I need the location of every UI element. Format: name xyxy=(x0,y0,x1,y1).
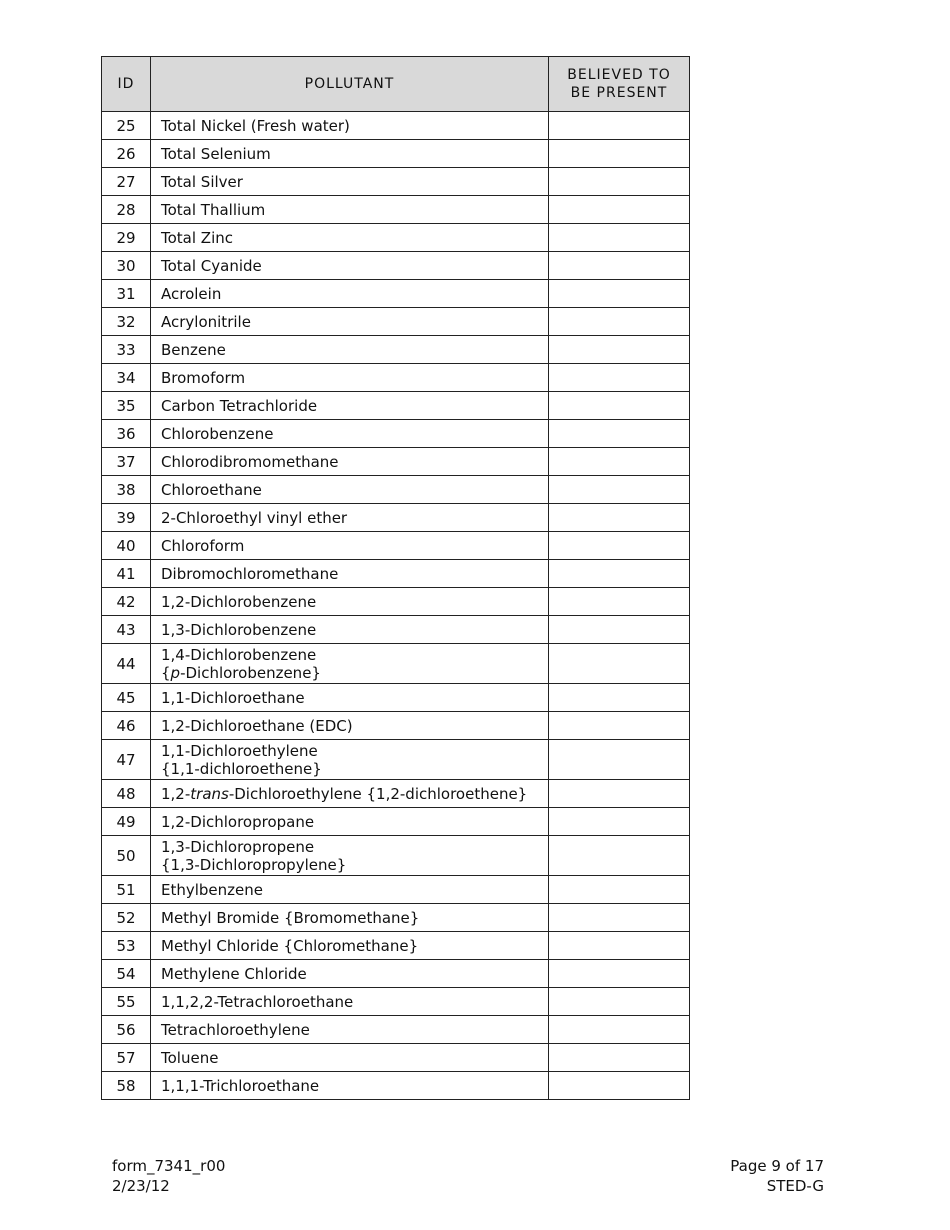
row-pollutant: Total Silver xyxy=(151,168,549,196)
row-believed-present-cell[interactable] xyxy=(549,336,690,364)
table-row xyxy=(102,932,690,960)
row-id: 41 xyxy=(102,560,151,588)
row-pollutant: Methyl Bromide {Bromomethane} xyxy=(151,904,549,932)
row-pollutant: 1,2-Dichlorobenzene xyxy=(151,588,549,616)
row-believed-present-cell[interactable] xyxy=(549,780,690,808)
row-id: 36 xyxy=(102,420,151,448)
row-id: 25 xyxy=(102,112,151,140)
row-believed-present-cell[interactable] xyxy=(549,904,690,932)
row-id: 30 xyxy=(102,252,151,280)
table-row xyxy=(102,140,690,168)
pollutant-table xyxy=(101,56,690,1100)
table-row xyxy=(102,308,690,336)
row-id: 32 xyxy=(102,308,151,336)
row-pollutant: Total Nickel (Fresh water) xyxy=(151,112,549,140)
row-pollutant: Chloroform xyxy=(151,532,549,560)
table-row xyxy=(102,224,690,252)
form-date: 2/23/12 xyxy=(112,1177,170,1195)
row-id: 49 xyxy=(102,808,151,836)
row-id: 34 xyxy=(102,364,151,392)
row-believed-present-cell[interactable] xyxy=(549,836,690,876)
row-believed-present-cell[interactable] xyxy=(549,308,690,336)
table-row xyxy=(102,1044,690,1072)
row-pollutant: Toluene xyxy=(151,1044,549,1072)
form-code: STED-G xyxy=(766,1177,824,1195)
row-pollutant: Total Cyanide xyxy=(151,252,549,280)
row-pollutant: Chloroethane xyxy=(151,476,549,504)
row-believed-present-cell[interactable] xyxy=(549,224,690,252)
row-id: 43 xyxy=(102,616,151,644)
row-pollutant: 1,2-Dichloroethane (EDC) xyxy=(151,712,549,740)
table-row xyxy=(102,960,690,988)
row-pollutant: Total Thallium xyxy=(151,196,549,224)
table-row xyxy=(102,420,690,448)
row-id: 48 xyxy=(102,780,151,808)
table-row xyxy=(102,1016,690,1044)
row-id: 27 xyxy=(102,168,151,196)
row-id: 52 xyxy=(102,904,151,932)
pollutant-italic: trans xyxy=(190,784,229,803)
pollutant-line-2-suffix: -Dichlorobenzene} xyxy=(180,663,321,682)
table-row xyxy=(102,1072,690,1100)
row-believed-present-cell[interactable] xyxy=(549,644,690,684)
header-id: ID xyxy=(102,57,151,112)
row-id: 37 xyxy=(102,448,151,476)
row-believed-present-cell[interactable] xyxy=(549,504,690,532)
row-believed-present-cell[interactable] xyxy=(549,252,690,280)
row-id: 54 xyxy=(102,960,151,988)
row-believed-present-cell[interactable] xyxy=(549,140,690,168)
row-believed-present-cell[interactable] xyxy=(549,196,690,224)
pollutant-line-1: 1,4-Dichlorobenzene xyxy=(161,645,317,664)
row-id: 29 xyxy=(102,224,151,252)
row-pollutant: Total Zinc xyxy=(151,224,549,252)
header-believed-present: BELIEVED TO BE PRESENT xyxy=(549,57,690,112)
row-id: 42 xyxy=(102,588,151,616)
table-row xyxy=(102,336,690,364)
row-pollutant: Benzene xyxy=(151,336,549,364)
row-id: 44 xyxy=(102,644,151,684)
table-row xyxy=(102,808,690,836)
pollutant-line-1: 1,1-Dichloroethylene xyxy=(161,741,318,760)
pollutant-suffix: -Dichloroethylene {1,2-dichloroethene} xyxy=(228,784,528,803)
table-row xyxy=(102,644,690,684)
row-id: 47 xyxy=(102,740,151,780)
pollutant-line-1: 1,3-Dichloropropene xyxy=(161,837,315,856)
row-pollutant xyxy=(151,780,549,808)
row-believed-present-cell[interactable] xyxy=(549,112,690,140)
header-pollutant: POLLUTANT xyxy=(151,57,549,112)
row-pollutant: Carbon Tetrachloride xyxy=(151,392,549,420)
table-row xyxy=(102,280,690,308)
row-id: 31 xyxy=(102,280,151,308)
row-id: 39 xyxy=(102,504,151,532)
row-believed-present-cell[interactable] xyxy=(549,420,690,448)
row-believed-present-cell[interactable] xyxy=(549,168,690,196)
row-believed-present-cell[interactable] xyxy=(549,364,690,392)
row-believed-present-cell[interactable] xyxy=(549,684,690,712)
row-pollutant: Total Selenium xyxy=(151,140,549,168)
row-id: 53 xyxy=(102,932,151,960)
row-id: 45 xyxy=(102,684,151,712)
table-row xyxy=(102,364,690,392)
row-believed-present-cell[interactable] xyxy=(549,588,690,616)
row-believed-present-cell[interactable] xyxy=(549,1072,690,1100)
row-believed-present-cell[interactable] xyxy=(549,1016,690,1044)
row-id: 26 xyxy=(102,140,151,168)
row-id: 35 xyxy=(102,392,151,420)
row-believed-present-cell[interactable] xyxy=(549,960,690,988)
row-believed-present-cell[interactable] xyxy=(549,560,690,588)
table-row xyxy=(102,560,690,588)
row-believed-present-cell[interactable] xyxy=(549,280,690,308)
row-pollutant: 2-Chloroethyl vinyl ether xyxy=(151,504,549,532)
row-id: 46 xyxy=(102,712,151,740)
row-id: 50 xyxy=(102,836,151,876)
row-believed-present-cell[interactable] xyxy=(549,712,690,740)
row-believed-present-cell[interactable] xyxy=(549,392,690,420)
table-row xyxy=(102,588,690,616)
table-row xyxy=(102,904,690,932)
row-pollutant: Tetrachloroethylene xyxy=(151,1016,549,1044)
row-believed-present-cell[interactable] xyxy=(549,932,690,960)
row-believed-present-cell[interactable] xyxy=(549,876,690,904)
row-pollutant xyxy=(151,740,549,780)
row-pollutant: 1,3-Dichlorobenzene xyxy=(151,616,549,644)
row-believed-present-cell[interactable] xyxy=(549,476,690,504)
pollutant-line-2: {1,1-dichloroethene} xyxy=(161,759,322,778)
table-row xyxy=(102,988,690,1016)
row-pollutant: Dibromochloromethane xyxy=(151,560,549,588)
form-id: form_7341_r00 xyxy=(112,1157,226,1175)
table-row xyxy=(102,712,690,740)
table-row xyxy=(102,532,690,560)
row-believed-present-cell[interactable] xyxy=(549,808,690,836)
row-id: 38 xyxy=(102,476,151,504)
row-pollutant xyxy=(151,644,549,684)
row-believed-present-cell[interactable] xyxy=(549,448,690,476)
row-pollutant xyxy=(151,836,549,876)
row-believed-present-cell[interactable] xyxy=(549,532,690,560)
row-id: 57 xyxy=(102,1044,151,1072)
row-id: 33 xyxy=(102,336,151,364)
row-id: 56 xyxy=(102,1016,151,1044)
row-pollutant: Methylene Chloride xyxy=(151,960,549,988)
row-pollutant: 1,1-Dichloroethane xyxy=(151,684,549,712)
row-id: 28 xyxy=(102,196,151,224)
pollutant-line-2-prefix: { xyxy=(161,663,171,682)
row-pollutant: 1,2-Dichloropropane xyxy=(151,808,549,836)
pollutant-line-2: {1,3-Dichloropropylene} xyxy=(161,855,347,874)
table-row xyxy=(102,448,690,476)
table-row xyxy=(102,780,690,808)
table-row xyxy=(102,740,690,780)
row-pollutant: Acrolein xyxy=(151,280,549,308)
table-row xyxy=(102,112,690,140)
table-row xyxy=(102,876,690,904)
page-number: Page 9 of 17 xyxy=(730,1157,824,1175)
table-row xyxy=(102,684,690,712)
table-row xyxy=(102,836,690,876)
row-believed-present-cell[interactable] xyxy=(549,1044,690,1072)
row-id: 55 xyxy=(102,988,151,1016)
table-row xyxy=(102,168,690,196)
table-row xyxy=(102,504,690,532)
row-believed-present-cell[interactable] xyxy=(549,740,690,780)
table-row xyxy=(102,616,690,644)
footer-left xyxy=(112,1156,225,1196)
row-pollutant: Ethylbenzene xyxy=(151,876,549,904)
row-pollutant: 1,1,2,2-Tetrachloroethane xyxy=(151,988,549,1016)
row-pollutant: Chlorobenzene xyxy=(151,420,549,448)
row-id: 51 xyxy=(102,876,151,904)
row-pollutant: Acrylonitrile xyxy=(151,308,549,336)
row-believed-present-cell[interactable] xyxy=(549,616,690,644)
row-pollutant: Chlorodibromomethane xyxy=(151,448,549,476)
row-pollutant: 1,1,1-Trichloroethane xyxy=(151,1072,549,1100)
row-id: 40 xyxy=(102,532,151,560)
row-id: 58 xyxy=(102,1072,151,1100)
pollutant-prefix: 1,2- xyxy=(161,784,191,803)
table-row xyxy=(102,392,690,420)
table-row xyxy=(102,196,690,224)
table-row xyxy=(102,252,690,280)
row-pollutant: Bromoform xyxy=(151,364,549,392)
footer-right xyxy=(730,1156,824,1196)
pollutant-line-2-italic: p xyxy=(170,663,181,682)
row-believed-present-cell[interactable] xyxy=(549,988,690,1016)
table-row xyxy=(102,476,690,504)
table-header-row xyxy=(102,57,690,112)
row-pollutant: Methyl Chloride {Chloromethane} xyxy=(151,932,549,960)
